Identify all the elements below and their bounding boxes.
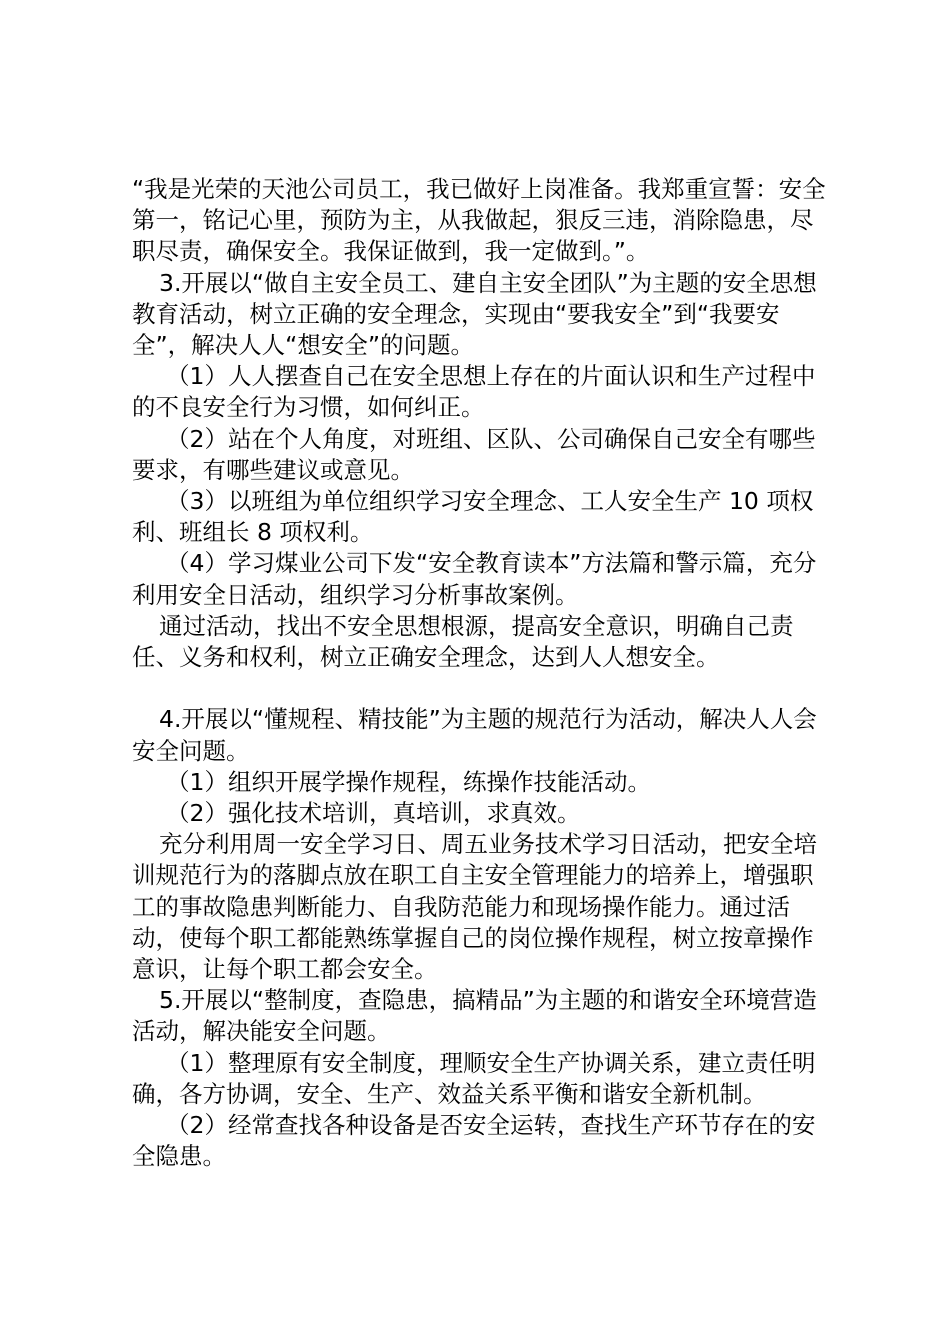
section-5-item-1: （1）整理原有安全制度，理顺安全生产协调关系，建立责任明确，各方协调，安全、生产、效益关系平衡和谐安全新机制。 [132, 1048, 816, 1108]
section-3-heading: 3.开展以“做自主安全员工、建自主安全团队”为主题的安全思想教育活动，树立正确的安全理念，实现由“要我安全”到“我要安全”，解决人人“想安全”的问题。 [132, 268, 817, 360]
section-5-heading: 5.开展以“整制度，查隐患，搞精品”为主题的和谐安全环境营造活动，解决能安全问题。 [132, 986, 817, 1046]
section-4-summary: 充分利用周一安全学习日、周五业务技术学习日活动，把安全培训规范行为的落脚点放在职工自主安全管理能力的培养上，增强职工的事故隐患判断能力、自我防范能力和现场操作能力。通过活动，使每个职工都能熟练掌握自己的岗位操作规程，树立按章操作意识，让每个职工都会安全。 [132, 830, 818, 984]
section-3-item-3: （3）以班组为单位组织学习安全理念、工人安全生产 10 项权利、班组长 8 项权利。 [132, 487, 814, 547]
section-5-item-2: （2）经常查找各种设备是否安全运转，查找生产环节存在的安全隐患。 [132, 1111, 816, 1171]
section-3-item-4: （4）学习煤业公司下发“安全教育读本”方法篇和警示篇，充分利用安全日活动，组织学习分析事故案例。 [132, 549, 817, 609]
section-3-item-2: （2）站在个人角度，对班组、区队、公司确保自己安全有哪些要求，有哪些建议或意见。 [132, 424, 816, 484]
section-3-summary: 通过活动，找出不安全思想根源，提高安全意识，明确自己责任、义务和权利，树立正确安全理念，达到人人想安全。 [132, 611, 794, 672]
section-4-item-2: （2）强化技术培训，真培训，求真效。 [166, 799, 581, 828]
section-3-item-1: （1）人人摆查自己在安全思想上存在的片面认识和生产过程中的不良安全行为习惯，如何纠正。 [132, 362, 816, 422]
section-4-heading: 4.开展以“懂规程、精技能”为主题的规范行为活动，解决人人会安全问题。 [132, 705, 817, 765]
oath-paragraph: “我是光荣的天池公司员工，我已做好上岗准备。我郑重宣誓：安全第一，铭记心里，预防为主，从我做起，狠反三违，消除隐患，尽职尽责，确保安全。我保证做到，我一定做到。”。 [132, 175, 826, 266]
section-4-item-1: （1）组织开展学操作规程，练操作技能活动。 [166, 767, 652, 796]
blank-line [132, 673, 832, 704]
document-body [132, 174, 832, 1172]
